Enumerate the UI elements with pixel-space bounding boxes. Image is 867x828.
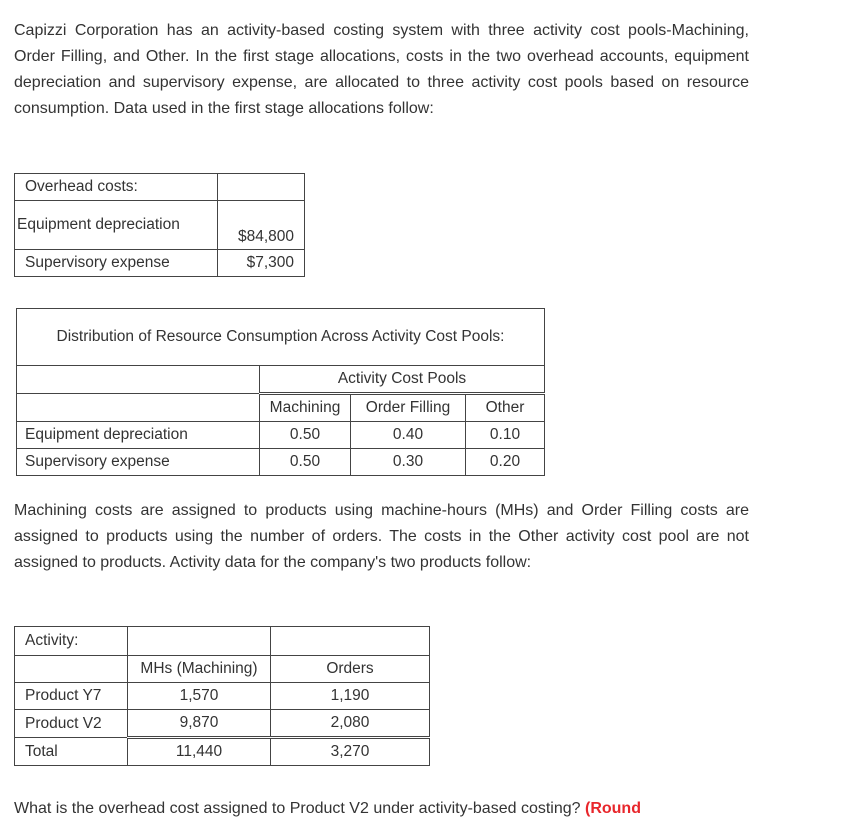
table-row: [15, 250, 305, 277]
middle-paragraph: Machining costs are assigned to products using machine-hours (MHs) and Order Filling costs are assigned to products using the number of orders. The costs in the Other activity cost pool are not assigned to products. Activity data for the company's two products follow:: [14, 502, 749, 571]
question-text: [14, 796, 774, 822]
table-row: [15, 656, 430, 683]
table-row: [15, 683, 430, 710]
row-label: Product V2: [15, 710, 128, 738]
cell-value: 11,440: [128, 738, 271, 766]
table-row: [17, 309, 545, 366]
distribution-table: [16, 308, 545, 476]
table-row: [17, 449, 545, 476]
row-value: $7,300: [218, 250, 305, 277]
question: What is the overhead cost assigned to Product V2 under activity-based costing?: [14, 800, 581, 817]
cell-value: 3,270: [271, 738, 430, 766]
row-label: Supervisory expense: [15, 250, 218, 277]
cell-value: 0.50: [260, 449, 351, 476]
column-header: Order Filling: [351, 394, 466, 422]
overhead-costs-table: [14, 173, 305, 277]
row-label: Supervisory expense: [17, 449, 260, 476]
cell-value: 2,080: [271, 710, 430, 738]
cell-value: 0.20: [466, 449, 545, 476]
row-label: Total: [15, 738, 128, 766]
table-row: [15, 627, 430, 656]
table-row: [17, 366, 545, 394]
row-value: $84,800: [218, 201, 305, 250]
question-emphasis: (Round: [585, 800, 641, 817]
cell-value: 0.40: [351, 422, 466, 449]
cell-value: 0.30: [351, 449, 466, 476]
cell-value: 1,570: [128, 683, 271, 710]
row-label: Product Y7: [15, 683, 128, 710]
table-row: [17, 394, 545, 422]
column-header: Machining: [260, 394, 351, 422]
table-row: [15, 710, 430, 738]
column-header: Other: [466, 394, 545, 422]
table-row: [15, 174, 305, 201]
table-row: [15, 201, 305, 250]
table-row: [17, 422, 545, 449]
table-row: [15, 738, 430, 766]
cell-value: 9,870: [128, 710, 271, 738]
cell-value: 0.10: [466, 422, 545, 449]
cell-value: 0.50: [260, 422, 351, 449]
cell-value: 1,190: [271, 683, 430, 710]
activity-header: Activity:: [15, 627, 128, 656]
row-label: Equipment depreciation: [17, 422, 260, 449]
column-header: MHs (Machining): [128, 656, 271, 683]
row-label: Equipment depreciation: [15, 201, 218, 250]
activity-data-table: [14, 626, 430, 766]
overhead-header: Overhead costs:: [15, 174, 218, 201]
distribution-title: Distribution of Resource Consumption Across Activity Cost Pools:: [17, 309, 545, 366]
activity-cost-pools-header: Activity Cost Pools: [260, 366, 545, 394]
intro-paragraph: Capizzi Corporation has an activity-based costing system with three activity cost pools-Machining, Order Filling, and Other. In the first stage allocations, costs in the two overhead accounts, equipment depreciation and supervisory expense, are allocated to three activity cost pools based on resource consumption. Data used in the first stage allocations follow:: [14, 22, 749, 117]
column-header: Orders: [271, 656, 430, 683]
